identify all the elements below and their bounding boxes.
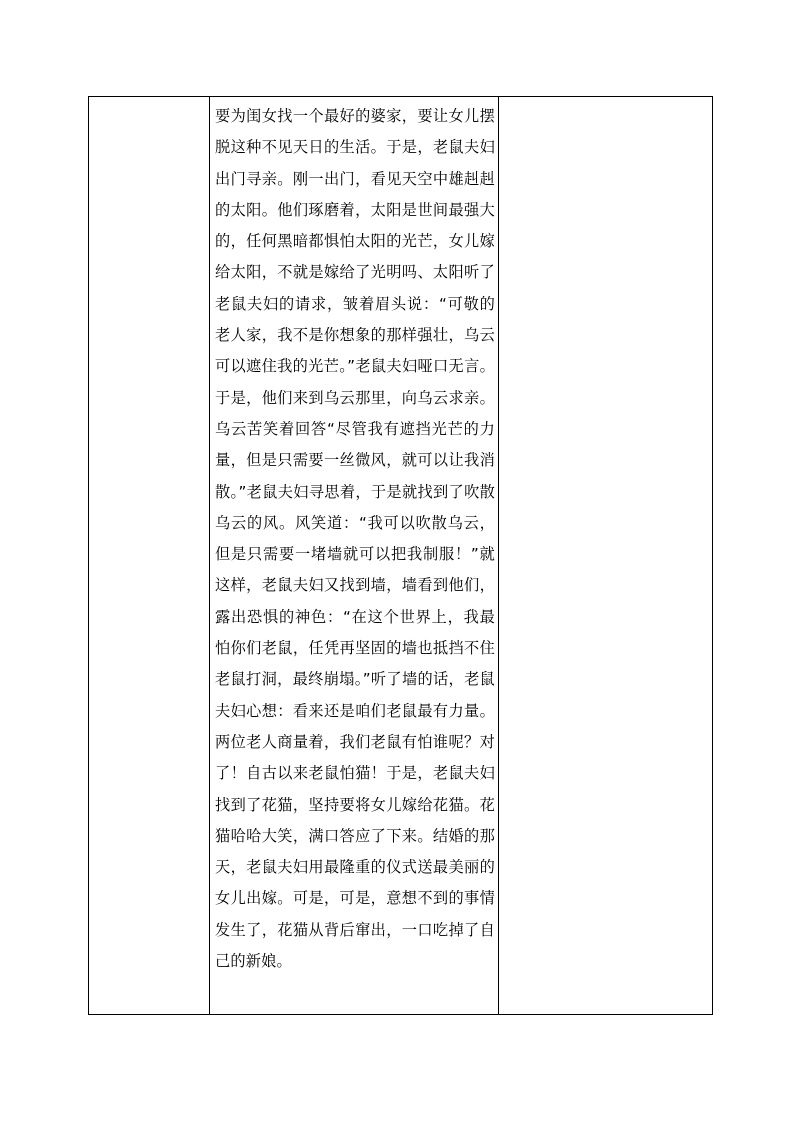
story-text-cell (210, 97, 499, 1015)
document-table (88, 96, 713, 1015)
story-paragraph: 要为闺女找一个最好的婆家，要让女儿摆脱这种不见天日的生活。于是，老鼠夫妇出门寻亲。刚一出门，看见天空中雄赳赳的太阳。他们琢磨着，太阳是世间最强大的，任何黑暗都惧怕太阳的光芒，女儿嫁给太阳，不就是嫁给了光明吗、太阳听了老鼠夫妇的请求，皱着眉头说：“可敬的老人家，我不是你想象的那样强壮，乌云可以遮住我的光芒。”老鼠夫妇哑口无言。于是，他们来到乌云那里，向乌云求亲。乌云苦笑着回答“尽管我有遮挡光芒的力量，但是只需要一丝微风，就可以让我消散。”老鼠夫妇寻思着，于是就找到了吹散乌云的风。风笑道：“我可以吹散乌云，但是只需要一堵墙就可以把我制服！”就这样，老鼠夫妇又找到墙，墙看到他们，露出恐惧的神色：“在这个世界上，我最怕你们老鼠，任凭再坚固的墙也抵挡不住老鼠打洞，最终崩塌。”听了墙的话，老鼠夫妇心想：看来还是咱们老鼠最有力量。两位老人商量着，我们老鼠有怕谁呢？对了！自古以来老鼠怕猫！于是，老鼠夫妇找到了花猫，坚持要将女儿嫁给花猫。花猫哈哈大笑，满口答应了下来。结婚的那天，老鼠夫妇用最隆重的仪式送最美丽的女儿出嫁。可是，可是，意想不到的事情发生了，花猫从背后窜出，一口吃掉了自己的新娘。 (215, 107, 495, 971)
right-empty-cell (499, 97, 713, 1015)
left-empty-cell (89, 97, 210, 1015)
table-row (89, 97, 713, 1015)
